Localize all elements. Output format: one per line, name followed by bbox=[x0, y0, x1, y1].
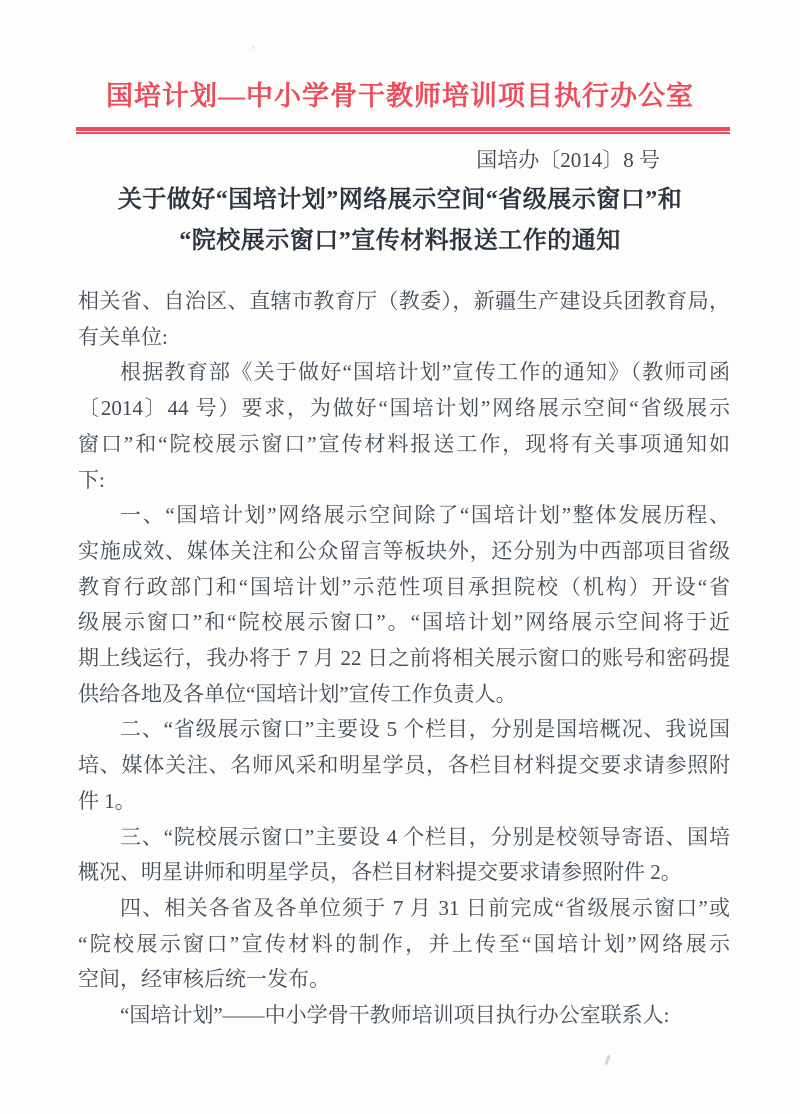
body-line: 根据教育部《关于做好“国培计划”宣传工作的通知》（教师司函 bbox=[120, 360, 730, 385]
scan-artifact-speck bbox=[604, 1055, 610, 1065]
body-line: 相关省、自治区、直辖市教育厅（教委），新疆生产建设兵团教育局， bbox=[78, 289, 730, 313]
body-line: 概况、明星讲师和明星学员，各栏目材料提交要求请参照附件 2。 bbox=[78, 860, 682, 885]
body-line: 件 1。 bbox=[78, 788, 136, 813]
body-line: 下: bbox=[78, 467, 105, 492]
body-line: 教育行政部门和“国培计划”示范性项目承担院校（机构）开设“省 bbox=[78, 574, 730, 599]
body-line: 期上线运行，我办将于 7 月 22 日之前将相关展示窗口的账号和密码提 bbox=[78, 646, 730, 671]
body-line: 培、媒体关注、名师风采和明星学员，各栏目材料提交要求请参照附 bbox=[78, 753, 730, 778]
body-line: 实施成效、媒体关注和公众留言等板块外，还分别为中西部项目省级 bbox=[78, 538, 730, 563]
body-line: 有关单位: bbox=[78, 324, 168, 349]
body-line: 供给各地及各单位“国培计划”宣传工作负责人。 bbox=[78, 681, 517, 706]
body-line: 级展示窗口”和“院校展示窗口”。“国培计划”网络展示空间将于近 bbox=[78, 610, 730, 635]
masthead-divider-rule bbox=[76, 127, 730, 134]
body-line: 二、“省级展示窗口”主要设 5 个栏目，分别是国培概况、我说国 bbox=[120, 717, 730, 742]
body-line: “院校展示窗口”宣传材料的制作，并上传至“国培计划”网络展示 bbox=[78, 931, 730, 956]
masthead-org-title: 国培计划—中小学骨干教师培训项目执行办公室 bbox=[106, 81, 694, 111]
body-line: “国培计划”——中小学骨干教师培训项目执行办公室联系人: bbox=[120, 1003, 670, 1028]
document-title-line-1: 关于做好“国培计划”网络展示空间“省级展示窗口”和 bbox=[117, 187, 683, 213]
body-line: 〔2014〕44 号）要求，为做好“国培计划”网络展示空间“省级展示 bbox=[78, 396, 730, 421]
body-line: 三、“院校展示窗口”主要设 4 个栏目，分别是校领导寄语、国培 bbox=[120, 824, 730, 849]
scan-artifact-speck bbox=[252, 46, 255, 49]
document-title bbox=[40, 180, 760, 262]
document-body bbox=[78, 284, 730, 1034]
body-line: 空间，经审核后统一发布。 bbox=[78, 967, 330, 992]
document-title-line-2: “院校展示窗口”宣传材料报送工作的通知 bbox=[179, 228, 621, 254]
body-line: 四、相关各省及各单位须于 7 月 31 日前完成“省级展示窗口”或 bbox=[120, 895, 730, 920]
body-line: 窗口”和“院校展示窗口”宣传材料报送工作，现将有关事项通知如 bbox=[78, 431, 730, 456]
body-line: 一、“国培计划”网络展示空间除了“国培计划”整体发展历程、 bbox=[120, 503, 730, 528]
document-number: 国培办〔2014〕8 号 bbox=[476, 148, 660, 172]
